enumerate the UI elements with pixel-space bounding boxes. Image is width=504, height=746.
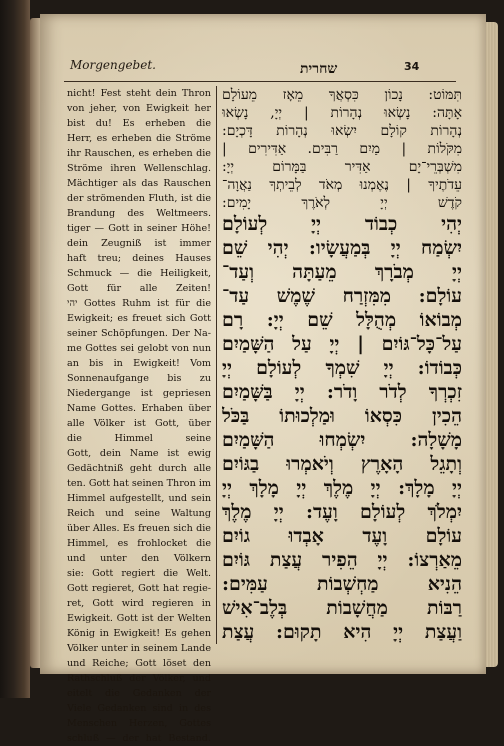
hebrew-text-line-large: וַעֲצַת יְיָ הִיא תָקוּם: עֲצַת xyxy=(222,621,462,643)
header-rule xyxy=(64,81,456,82)
hebrew-text-line: עֵדֹתֶיךָ | נֶאֶמְנוּ מְאֹד לְבֵיתְךָ נַאֲוָה־ xyxy=(222,177,462,193)
german-text-line: Gott für alle Zeiten! xyxy=(67,283,211,294)
hebrew-text-line-large: מָשָׁלָה: יִשְׂמְחוּ הַשָּׁמַיִם xyxy=(222,429,462,451)
hebrew-text-line-large: וְתָגֵל הָאָרֶץ וְיֹאמְרוּ בַגּוֹיִם xyxy=(222,453,462,475)
german-text-line: dein Zeugniß ist immer xyxy=(67,238,211,249)
german-text-line: ihr Rauschen, es erheben die xyxy=(67,148,211,159)
hebrew-text-line: אָתָּה: נָשְׂאוּ נְהָרוֹת | יְיָ, נָשְׂאוּ xyxy=(222,105,462,121)
german-text-line: eitelt die Gedanken der xyxy=(67,688,211,699)
page-number: 34 xyxy=(404,60,420,73)
book-gutter xyxy=(0,0,30,698)
german-text-line: schluß — der hat Bestand. xyxy=(67,733,211,744)
german-text-line: tiger — Gott in seiner Höhe! xyxy=(67,223,211,234)
hebrew-text-line-large: הֵכִין כִּסְאוֹ וּמַלְכוּתוֹ בַּכֹּל xyxy=(222,405,462,427)
page-edges xyxy=(484,22,498,667)
german-text-line: Herr, es erheben die Ströme xyxy=(67,133,211,144)
german-text-line: seiner Schöpfungen. Der Na- xyxy=(67,328,211,339)
german-text-line: König in Ewigkeit! Es gehen xyxy=(67,628,211,639)
german-text-line: Sonnenaufgange bis zu xyxy=(67,373,211,384)
german-text-line: und unter den Völkern xyxy=(67,553,211,564)
german-text-line: Menschen Herzen, Gottes xyxy=(67,718,211,729)
hebrew-text-line: מִקֹּלוֹת | מַיִם רַבִּים. אַדִּירִים | xyxy=(222,141,462,157)
german-text-line: Ewigkeit; es freuet sich Gott xyxy=(67,313,211,324)
hebrew-text-line-large: עַל־כָּל־גּוֹיִם | יְיָ עַל הַשָּׁמַיִם xyxy=(222,333,462,355)
german-text-line: Reich und seine Waltung xyxy=(67,508,211,519)
german-text-line: Ewigkeit. Gott ist der Welten xyxy=(67,613,211,624)
german-text-line: Gott, dein Name ist ewig xyxy=(67,448,211,459)
hebrew-text-line-large: מֵאַרְצוֹ: יְיָ הֵפִיר עֲצַת גּוֹיִם xyxy=(222,549,462,571)
german-text-line: me Gottes sei gelobt von nun xyxy=(67,343,211,354)
german-text-line: und Reiche; Gott löset den xyxy=(67,658,211,669)
german-text-line: bist du! Es erheben die xyxy=(67,118,211,129)
german-text-line: sie: Gott regiert die Welt. xyxy=(67,568,211,579)
hebrew-text-line: קֹדֶשׁ יְיָ לְאֹרֶךְ יָמִים: xyxy=(222,195,462,211)
hebrew-prayer-column xyxy=(222,86,462,644)
german-text-line: Mächtiger als das Rauschen xyxy=(67,178,211,189)
german-text-line: von jeher, von Ewigkeit her xyxy=(67,103,211,114)
hebrew-text-line-large: רַבּוֹת מַחֲשָׁבוֹת בְּלֶב־אִישׁ xyxy=(222,597,462,619)
hebrew-text-line: נְהָרוֹת קוֹלָם יִשְׂאוּ נְהָרוֹת דָּכְיָם: xyxy=(222,123,462,139)
german-text-line: nicht! Fest steht dein Thron xyxy=(67,88,211,99)
german-text-line: ret, Gott wird regieren in xyxy=(67,598,211,609)
column-separator xyxy=(216,86,217,644)
german-text-line: Niedergange ist gepriesen xyxy=(67,388,211,399)
german-text-line: Rathschluß der Völker, und xyxy=(67,673,211,684)
german-text-line: Viele Gedanken sind in des xyxy=(67,703,211,714)
hebrew-text-line-large: יְיָ מָלָךְ: יְיָ מֶלֶךְ יְיָ מָלָךְ יְיָ xyxy=(222,477,462,499)
german-text-line: alle Völker ist Gott, über xyxy=(67,418,211,429)
german-text-line: der strömenden Fluth, ist die xyxy=(67,193,211,204)
hebrew-text-line-large: הֵנִיא מַחְשְׁבוֹת עַמִּים: xyxy=(222,573,462,595)
running-head-hebrew: שחרית xyxy=(300,61,338,77)
german-text-line: ten. Gott hat seinen Thron im xyxy=(67,478,211,489)
hebrew-text-line-large: יִמְלֹךְ לְעוֹלָם וָעֶד: יְיָ מֶלֶךְ xyxy=(222,501,462,523)
german-text-line: an bis in Ewigkeit! Vom xyxy=(67,358,211,369)
german-text-line: Ströme ihren Wellenschlag. xyxy=(67,163,211,174)
hebrew-text-line-large: יְיָ מְבֹרָךְ מֵעַתָּה וְעַד־ xyxy=(222,261,462,283)
german-text-line: Gedächtniß geht durch alle xyxy=(67,463,211,474)
hebrew-psalm-block xyxy=(222,86,462,212)
german-text-line: Völker unter in seinem Lande xyxy=(67,643,211,654)
german-text-line: Name Gottes. Erhaben über xyxy=(67,403,211,414)
hebrew-text-line-large: יְהִי כְבוֹד יְיָ לְעוֹלָם xyxy=(222,213,462,235)
german-text-line: haft treu; deines Hauses xyxy=(67,253,211,264)
hebrew-text-line: תִּמּוֹט: נָכוֹן כִּסְאֲךָ מֵאָז מֵעוֹלָם xyxy=(222,87,462,103)
german-translation-column xyxy=(67,86,211,746)
hebrew-text-line-large: יִשְׂמַח יְיָ בְּמַעֲשָׂיו: יְהִי שֵׁם xyxy=(222,237,462,259)
german-text-line: die Himmel seine xyxy=(67,433,211,444)
german-text-line: über Alles. Es freuen sich die xyxy=(67,523,211,534)
hebrew-text-line-large: עוֹלָם: מִמִּזְרַח שֶׁמֶשׁ עַד־ xyxy=(222,285,462,307)
german-text-line: Himmel aufgestellt, und sein xyxy=(67,493,211,504)
hebrew-text-line-large: מְבוֹאוֹ מְהֻלָּל שֵׁם יְיָ: רָם xyxy=(222,309,462,331)
hebrew-text-line: מִשְׁבְּרֵי־יָם אַדִּיר בַּמָּרוֹם יְיָ: xyxy=(222,159,462,175)
hebrew-text-line-large: כְּבוֹדוֹ: יְיָ שִׁמְךָ לְעוֹלָם יְיָ xyxy=(222,357,462,379)
hebrew-text-line-large: זִכְרְךָ לְדֹר וָדֹר: יְיָ בַּשָּׁמַיִם xyxy=(222,381,462,403)
german-text-line: Gott regieret, Gott hat regie- xyxy=(67,583,211,594)
hebrew-text-line-large: עוֹלָם וָעֶד אָבְדוּ גוֹיִם xyxy=(222,525,462,547)
german-text-line: Himmel, es frohlocket die xyxy=(67,538,211,549)
german-text-line: יהי Gottes Ruhm ist für die xyxy=(67,298,211,309)
german-text-line: Brandung des Weltmeers. xyxy=(67,208,211,219)
hebrew-yehi-kevod-block xyxy=(222,212,462,644)
german-text-line: Schmuck — die Heiligkeit, xyxy=(67,268,211,279)
running-head-german: Morgengebet. xyxy=(70,58,156,72)
